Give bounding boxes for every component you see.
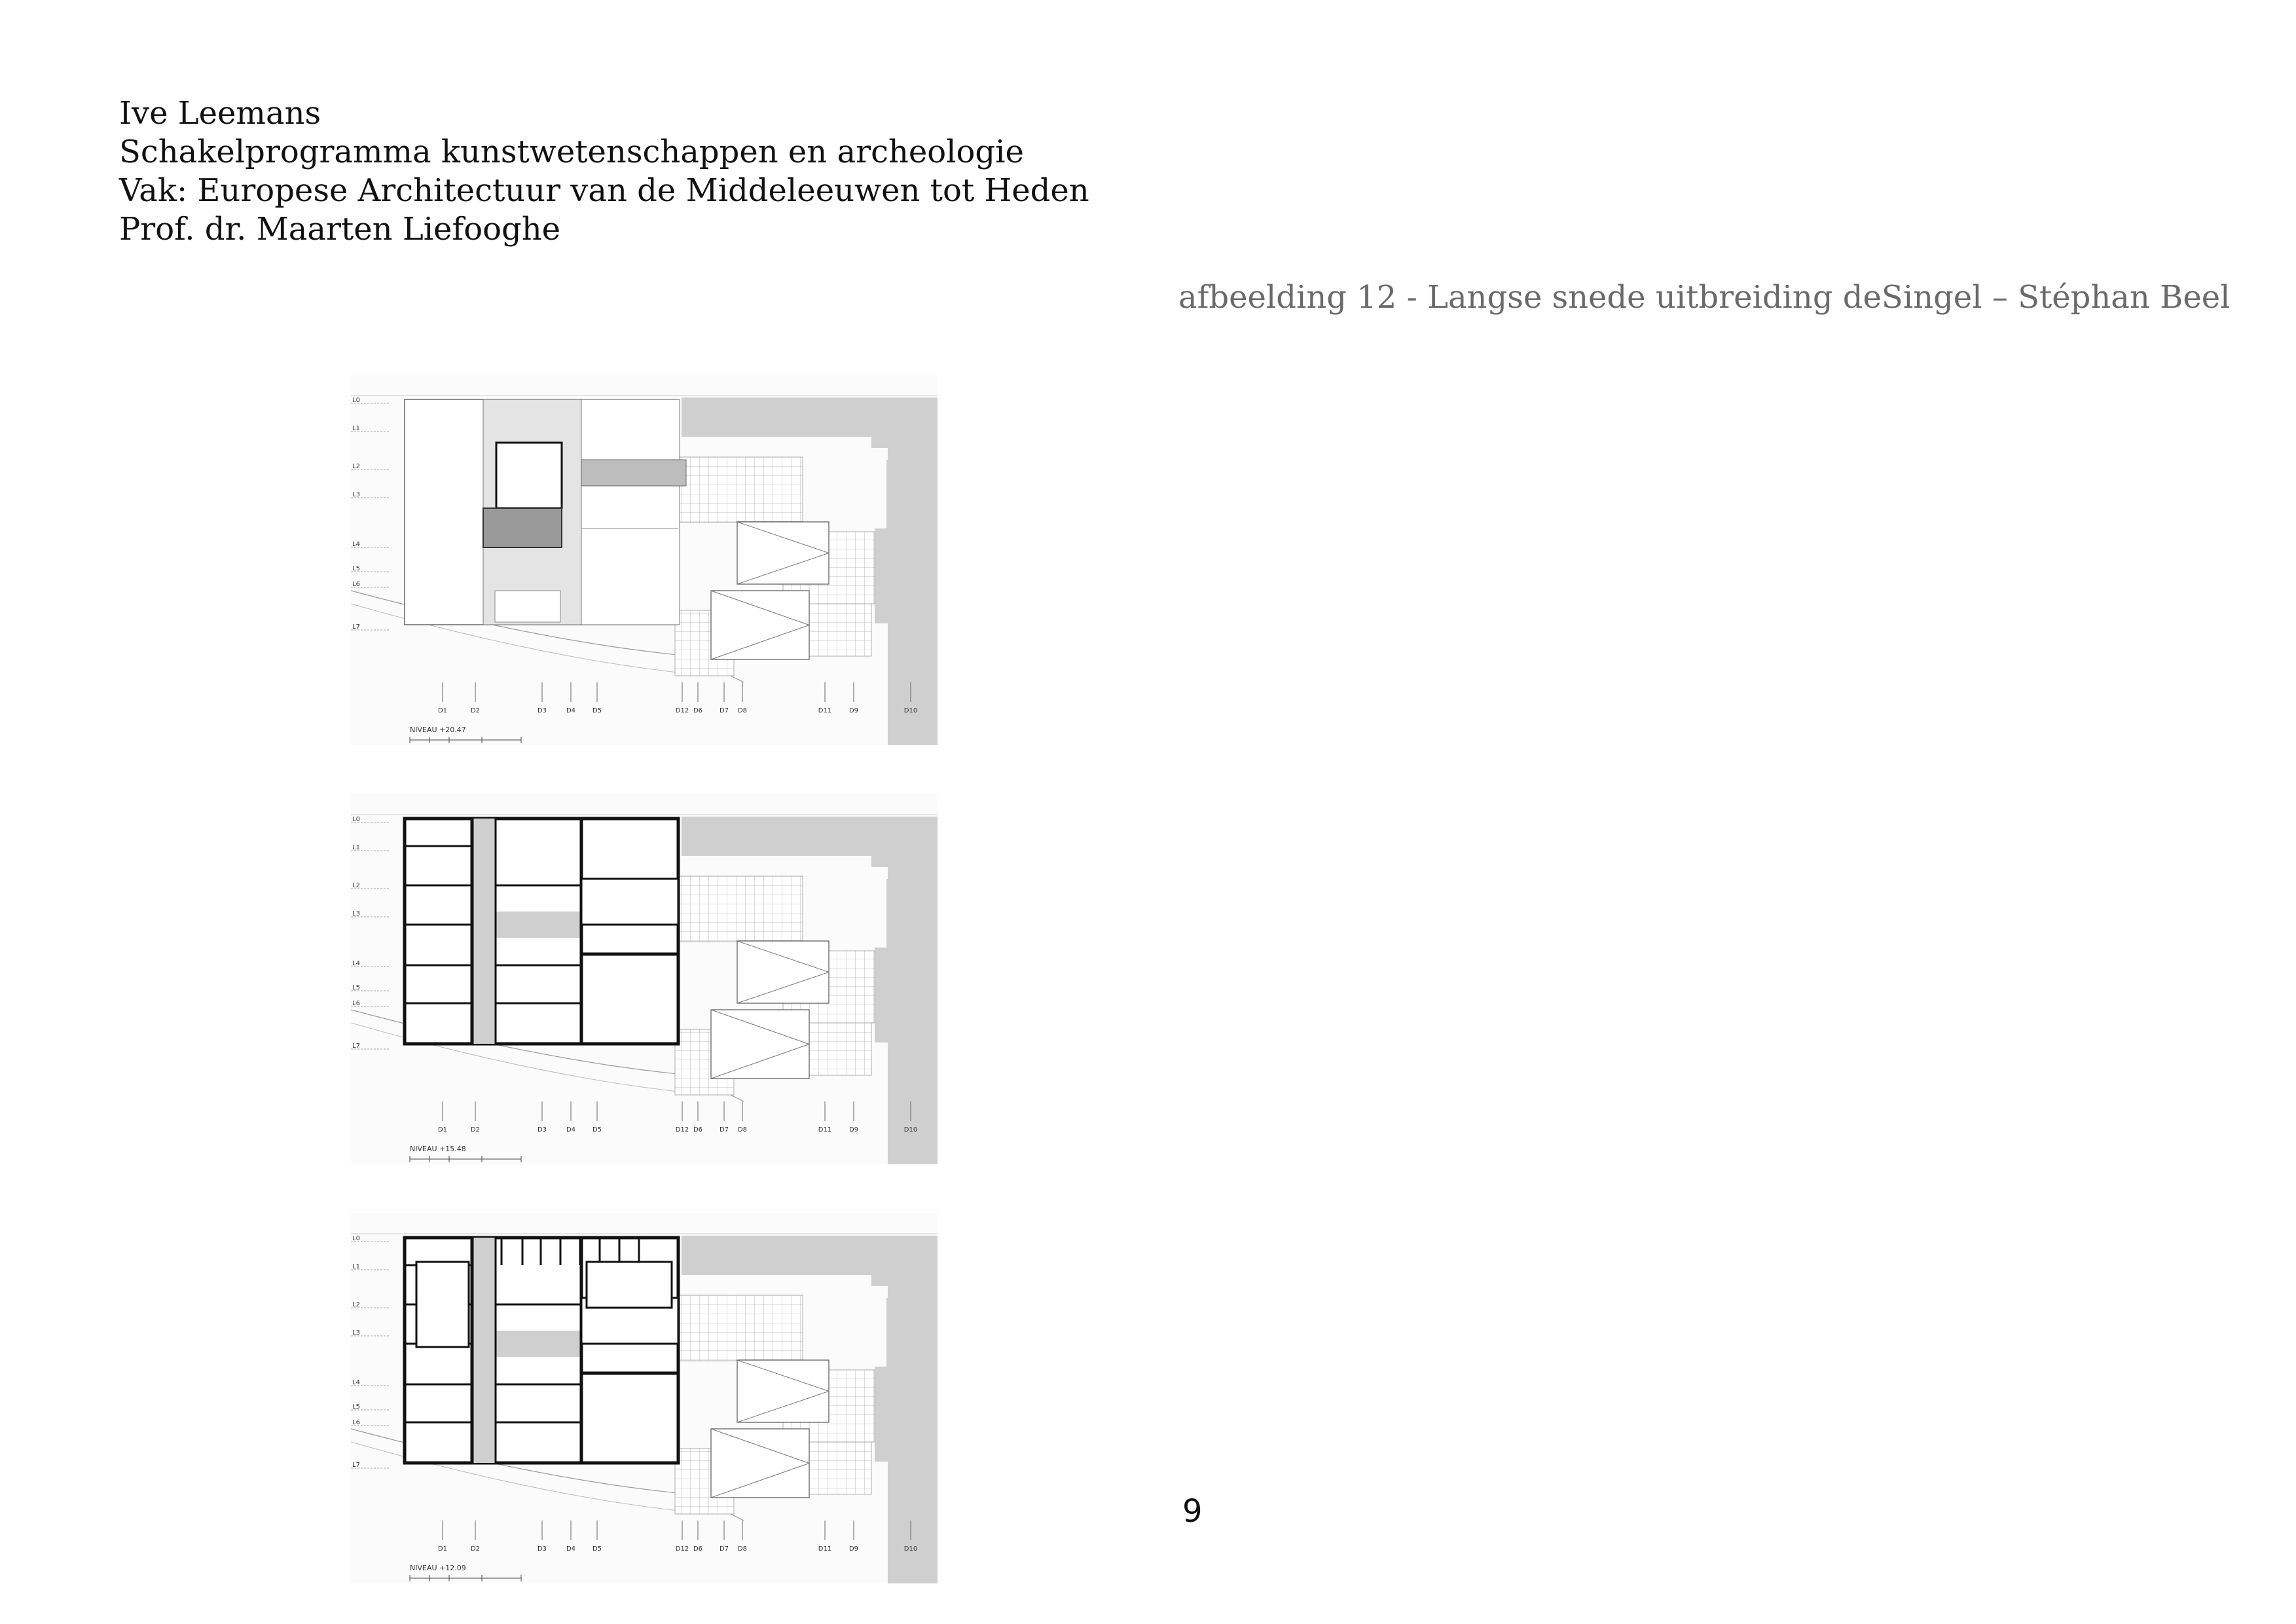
grid-label: D4 <box>566 1545 576 1553</box>
grid-label: D11 <box>818 1545 832 1553</box>
new-extension-building <box>405 819 678 1044</box>
grid-label: D2 <box>470 707 481 714</box>
grid-label: D5 <box>592 707 602 714</box>
paved-terrace <box>678 876 803 942</box>
grid-label: D6 <box>693 1545 703 1553</box>
grid-label: D7 <box>719 1545 729 1553</box>
level-label: L5 <box>352 1403 360 1411</box>
scale-bar <box>410 1156 521 1162</box>
paved-terrace <box>678 1295 803 1361</box>
grid-label: D9 <box>848 1126 859 1134</box>
floor-plan-drawing <box>351 375 938 745</box>
niveau-label: NIVEAU +20.47 <box>410 726 466 734</box>
level-label: L4 <box>352 960 360 967</box>
grid-label: D12 <box>675 1126 689 1134</box>
grid-label: D9 <box>848 707 859 714</box>
figure-caption: afbeelding 12 - Langse snede uitbreiding deSingel – Stéphan Beel <box>1178 279 2231 316</box>
level-label: L0 <box>352 816 360 823</box>
level-label: L5 <box>352 565 360 572</box>
level-label: L7 <box>352 1043 360 1050</box>
page-number: 9 <box>1182 1493 1203 1530</box>
grid-label: D8 <box>737 1545 748 1553</box>
grid-label: D5 <box>592 1545 602 1553</box>
professor-name: Prof. dr. Maarten Liefooghe <box>119 211 561 248</box>
level-label: L7 <box>352 623 360 631</box>
scale-bar <box>410 1575 521 1581</box>
level-label: L4 <box>352 541 360 548</box>
grid-label: D2 <box>470 1545 481 1553</box>
level-label: L7 <box>352 1462 360 1469</box>
grid-label: D3 <box>537 707 547 714</box>
floor-plan-middle <box>351 794 938 1164</box>
grid-label: D6 <box>693 1126 703 1134</box>
niveau-label: NIVEAU +12.09 <box>410 1564 466 1572</box>
level-label: L3 <box>352 491 360 498</box>
floor-plan-drawing <box>351 794 938 1164</box>
level-label: L1 <box>352 844 360 851</box>
scale-bar <box>410 737 521 743</box>
grid-label: D10 <box>903 707 918 714</box>
grid-label: D4 <box>566 1126 576 1134</box>
level-label: L6 <box>352 1000 360 1007</box>
document-header <box>119 94 1089 249</box>
new-extension-building <box>405 399 686 625</box>
level-label: L1 <box>352 1263 360 1270</box>
level-label: L2 <box>352 463 360 470</box>
level-label: L1 <box>352 425 360 432</box>
grid-axis <box>438 1521 917 1553</box>
grid-label: D3 <box>537 1545 547 1553</box>
paved-terrace <box>678 457 803 523</box>
grid-label: D12 <box>675 1545 689 1553</box>
grid-label: D9 <box>848 1545 859 1553</box>
level-label: L6 <box>352 581 360 588</box>
level-label: L2 <box>352 882 360 889</box>
grid-label: D1 <box>437 707 448 714</box>
floor-plan-bottom <box>351 1213 938 1583</box>
level-label: L3 <box>352 910 360 917</box>
grid-label: D7 <box>719 707 729 714</box>
program-name: Schakelprogramma kunstwetenschappen en archeologie <box>119 134 1024 170</box>
grid-label: D8 <box>737 1126 748 1134</box>
grid-label: D4 <box>566 707 576 714</box>
level-label: L5 <box>352 984 360 991</box>
grid-label: D11 <box>818 1126 832 1134</box>
grid-label: D1 <box>437 1545 448 1553</box>
grid-axis <box>438 682 917 714</box>
new-extension-building <box>405 1238 678 1463</box>
grid-label: D5 <box>592 1126 602 1134</box>
grid-label: D11 <box>818 707 832 714</box>
grid-label: D7 <box>719 1126 729 1134</box>
level-label: L3 <box>352 1329 360 1337</box>
floor-plan-drawing <box>351 1213 938 1583</box>
level-label: L0 <box>352 1235 360 1242</box>
course-name: Vak: Europese Architectuur van de Middeleeuwen tot Heden <box>119 172 1089 209</box>
grid-label: D6 <box>693 707 703 714</box>
level-label: L6 <box>352 1419 360 1426</box>
level-label: L2 <box>352 1301 360 1308</box>
level-label: L4 <box>352 1379 360 1386</box>
grid-label: D10 <box>903 1545 918 1553</box>
grid-label: D1 <box>437 1126 448 1134</box>
grid-label: D2 <box>470 1126 481 1134</box>
author-name: Ive Leemans <box>119 95 321 132</box>
grid-axis <box>438 1101 917 1134</box>
grid-label: D3 <box>537 1126 547 1134</box>
grid-label: D10 <box>903 1126 918 1134</box>
grid-label: D12 <box>675 707 689 714</box>
niveau-label: NIVEAU +15.48 <box>410 1145 466 1153</box>
level-label: L0 <box>352 397 360 404</box>
floor-plan-top <box>351 375 938 745</box>
grid-label: D8 <box>737 707 748 714</box>
